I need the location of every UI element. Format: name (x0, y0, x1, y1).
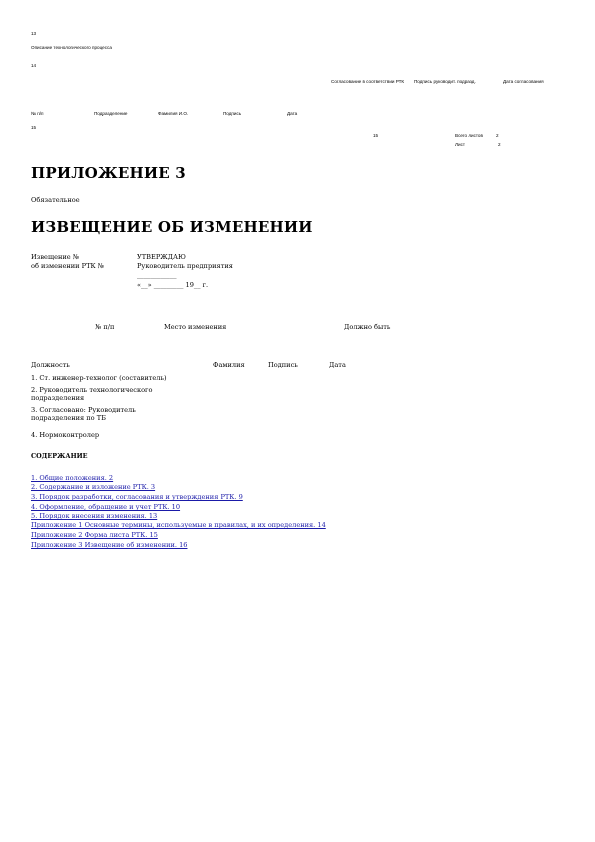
sign-col-date: Дата (329, 361, 346, 369)
signature-row: 4. Нормоконтролер (31, 431, 100, 439)
process-label: Описание технологического процесса (31, 45, 112, 50)
row-no-header: № п/п (31, 111, 44, 116)
sheet-value: 2 (498, 142, 501, 147)
col-notice-header: Согласование в соответствии РТК (331, 79, 405, 84)
toc-link-general[interactable]: 1. Общие положения. 2 (31, 474, 114, 482)
sign-col-surname: Фамилия (213, 361, 245, 369)
col-date-header: Дата согласования (503, 79, 544, 84)
change-col-should: Должно быть (344, 323, 391, 331)
appendix-title: ПРИЛОЖЕНИЕ 3 (31, 164, 186, 182)
col-head-sign-header: Подпись руководит. подразд. (414, 79, 476, 84)
toc-link-development[interactable]: 3. Порядок разработки, согласования и утверждения РТК. 9 (31, 493, 243, 501)
row-date-header: Дата (287, 111, 298, 116)
rtk-number-label: об изменении РТК № (31, 262, 104, 270)
toc-link-appendix-1[interactable]: Приложение 1 Основные термины, используемые в правилах, и их определения. 14 (31, 521, 326, 529)
toc-link-appendix-2[interactable]: Приложение 2 Форма листа РТК. 15 (31, 531, 158, 539)
toc-title: СОДЕРЖАНИЕ (31, 452, 88, 460)
number-15: 15 (31, 125, 37, 130)
signature-row: 2. Руководитель технологического подразделения (31, 386, 153, 402)
appendix-subtitle: Обязательное (31, 196, 80, 204)
total-sheets-label: Всего листов (455, 133, 483, 138)
approve-label: УТВЕРЖДАЮ (137, 253, 186, 261)
signature-row: 3. Согласовано: Руководитель подразделения по ТБ (31, 406, 136, 422)
toc-link-registration[interactable]: 4. Оформление, обращение и учет РТК. 10 (31, 503, 181, 511)
date-line: «__» _________ 19__ г. (137, 281, 209, 289)
notice-number-label: Извещение № (31, 253, 80, 261)
change-col-place: Место изменения (164, 323, 227, 331)
sign-col-sign: Подпись (268, 361, 298, 369)
signature-row: 1. Ст. инженер-технолог (составитель) (31, 374, 167, 382)
notice-title: ИЗВЕЩЕНИЕ ОБ ИЗМЕНЕНИИ (31, 218, 313, 236)
toc-link-content[interactable]: 2. Содержание и изложение РТК. 3 (31, 483, 156, 491)
sign-col-position: Должность (31, 361, 70, 369)
toc-link-appendix-3[interactable]: Приложение 3 Извещение об изменении. 16 (31, 541, 188, 549)
total-sheets-value: 2 (496, 133, 499, 138)
number-14: 14 (31, 63, 37, 68)
change-col-no: № п/п (95, 323, 115, 331)
signature-line: ____________ (137, 271, 177, 279)
row-division-header: Подразделение (94, 111, 128, 116)
number-13: 13 (31, 31, 37, 36)
page-number: 15 (373, 133, 379, 138)
row-sign-header: Подпись (223, 111, 242, 116)
toc-link-changes[interactable]: 5. Порядок внесения изменения. 13 (31, 512, 158, 520)
sheet-label: Лист (455, 142, 465, 147)
row-fio-header: Фамилия И.О. (158, 111, 189, 116)
head-title: Руководитель предприятия (137, 262, 233, 270)
